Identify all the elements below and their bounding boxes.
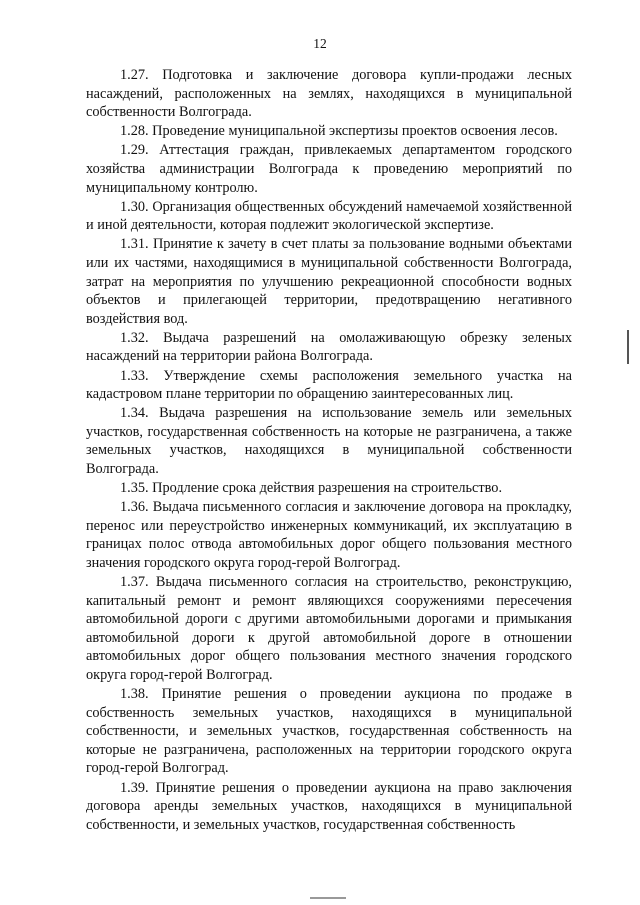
paragraph-text: Организация общественных обсуждений намечаемой хозяйственной и иной деятельности, которая подлежит экологической экспертизе. <box>86 198 572 234</box>
paragraph-1-35 <box>86 479 572 498</box>
paragraph-number: 1.31. <box>120 236 149 253</box>
paragraph-number: 1.28. <box>120 123 149 140</box>
paragraph-number: 1.38. <box>120 686 149 703</box>
paragraph-1-34 <box>86 404 572 478</box>
paragraph-number: 1.39. <box>120 779 149 796</box>
paragraph-1-28 <box>86 122 572 141</box>
paragraph-text: Аттестация граждан, привлекаемых департаментом городского хозяйства администрации Волгограда к проведению мероприятий по муниципальному контролю. <box>86 142 573 196</box>
paragraph-number: 1.29. <box>120 142 149 159</box>
paragraph-1-29 <box>86 141 572 197</box>
paragraph-text: Выдача разрешений на омолаживающую обрезку зеленых насаждений на территории района Волгограда. <box>86 329 572 365</box>
paragraph-text: Принятие к зачету в счет платы за пользование водными объектами или их частями, находящимися в муниципальной собственности Волгограда, затрат на мероприятия по улучшению рекреационной способности водных объектов и прилегающей территории, предотвращению негативного воздействия вод. <box>86 236 573 327</box>
paragraph-1-30 <box>86 198 572 235</box>
paragraph-1-32 <box>86 329 572 366</box>
document-body <box>86 66 572 835</box>
paragraph-text: Проведение муниципальной экспертизы проектов освоения лесов. <box>152 123 558 140</box>
paragraph-text: Утверждение схемы расположения земельного участка на кадастровом плане территории по обращению заинтересованных лиц. <box>86 367 572 403</box>
paragraph-number: 1.37. <box>120 574 149 591</box>
scan-margin-mark <box>627 330 629 364</box>
scan-edge-mark <box>310 897 346 899</box>
paragraph-text: Продление срока действия разрешения на строительство. <box>152 480 503 497</box>
paragraph-1-31 <box>86 235 572 328</box>
paragraph-text: Выдача разрешения на использование земель или земельных участков, государственная собственность на которые не разграничена, а также земельных участков, находящихся в муниципальной собственности Волгограда. <box>86 405 572 477</box>
paragraph-1-38 <box>86 685 572 778</box>
page-number: 12 <box>313 36 327 51</box>
paragraph-number: 1.32. <box>120 329 149 346</box>
paragraph-1-37 <box>86 573 572 685</box>
paragraph-number: 1.27. <box>120 67 149 83</box>
paragraph-text: Принятие решения о проведении аукциона по продаже в собственность земельных участков, находящихся в муниципальной собственности, и земельных участков, государственная собственность на которые не разграничена, расположенных на территории городского округа город-герой Волгоград. <box>86 686 572 777</box>
paragraph-1-27 <box>86 66 572 122</box>
paragraph-1-39 <box>86 779 572 835</box>
paragraph-number: 1.30. <box>120 198 149 215</box>
paragraph-1-36 <box>86 498 572 572</box>
paragraph-1-33 <box>86 367 572 404</box>
paragraph-text: Выдача письменного согласия на строительство, реконструкцию, капитальный ремонт и ремонт являющихся сооружениями пересечения автомобильной дороги с другими автомобильными дорогами и примыкания автомобильной дороги к другой автомобильной дороге в отношении автомобильных дорог общего пользования местного значения городского округа город-герой Волгоград. <box>86 574 572 683</box>
paragraph-number: 1.36. <box>120 499 149 516</box>
paragraph-text: Выдача письменного согласия и заключение договора на прокладку, перенос или переустройство инженерных коммуникаций, их эксплуатацию в границах полос отвода автомобильных дорог общего пользования местного значения городского округа город-герой Волгоград. <box>86 499 572 571</box>
paragraph-text: Подготовка и заключение договора купли-продажи лесных насаждений, расположенных на землях, находящихся в муниципальной собственности Волгограда. <box>86 67 572 121</box>
paragraph-number: 1.34. <box>120 405 149 422</box>
paragraph-text: Принятие решения о проведении аукциона на право заключения договора аренды земельных участков, находящихся в муниципальной собственности, и земельных участков, государственная собственность <box>86 779 572 833</box>
paragraph-number: 1.33. <box>120 367 149 384</box>
paragraph-number: 1.35. <box>120 480 149 497</box>
